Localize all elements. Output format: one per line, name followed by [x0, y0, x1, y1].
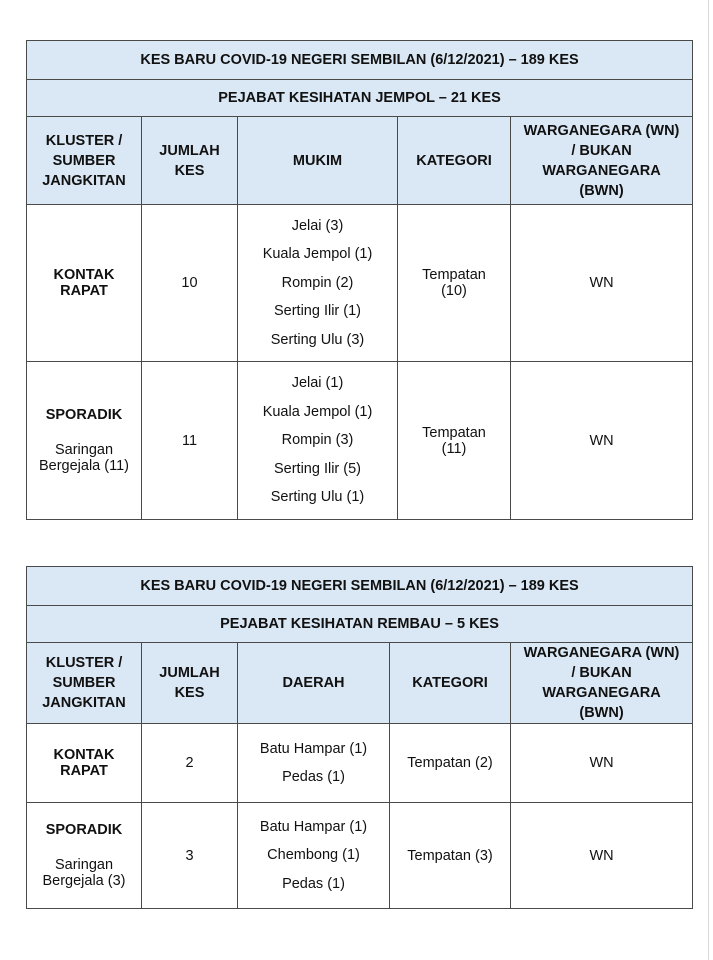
jempol-cases-table [26, 40, 693, 520]
table-subtitle: PEJABAT KESIHATAN JEMPOL – 21 KES [27, 80, 693, 117]
list-item: Batu Hampar (1) [259, 818, 368, 835]
jumlah-cell: 2 [142, 724, 238, 803]
mukim-cell [238, 362, 398, 520]
list-item: Serting Ilir (1) [273, 303, 362, 320]
daerah-cell [238, 803, 390, 909]
list-item: Serting Ilir (5) [273, 460, 362, 477]
list-item: Serting Ulu (3) [270, 331, 365, 348]
header-warganegara: WARGANEGARA (WN) / BUKAN WARGANEGARA (BWN) [511, 117, 693, 205]
table-subtitle: PEJABAT KESIHATAN REMBAU – 5 KES [27, 606, 693, 643]
kategori-cell: Tempatan (10) [398, 205, 511, 362]
jumlah-cell: 11 [142, 362, 238, 520]
table-row [27, 205, 693, 362]
list-item: Jelai (3) [291, 217, 344, 234]
header-kluster: KLUSTER / SUMBER JANGKITAN [27, 117, 142, 205]
wn-cell: WN [511, 724, 693, 803]
wn-cell: WN [511, 205, 693, 362]
page-edge-line [708, 0, 709, 960]
table-title: KES BARU COVID-19 NEGERI SEMBILAN (6/12/2021) – 189 KES [27, 567, 693, 606]
table-row [27, 724, 693, 803]
list-item: Rompin (3) [281, 432, 354, 449]
kluster-cell: SPORADIK Saringan Bergejala (11) [27, 362, 142, 520]
list-item: Serting Ulu (1) [270, 489, 365, 506]
table-title: KES BARU COVID-19 NEGERI SEMBILAN (6/12/2021) – 189 KES [27, 41, 693, 80]
list-item: Pedas (1) [282, 769, 345, 785]
kategori-cell: Tempatan (11) [398, 362, 511, 520]
daerah-cell [238, 724, 390, 803]
list-item: Kuala Jempol (1) [262, 403, 373, 420]
wn-cell: WN [511, 803, 693, 909]
header-daerah: DAERAH [238, 643, 390, 724]
list-item: Rompin (2) [281, 274, 354, 291]
list-item: Pedas (1) [282, 875, 345, 892]
header-jumlah-kes: JUMLAH KES [142, 643, 238, 724]
kluster-cell: KONTAK RAPAT [27, 205, 142, 362]
list-item: Kuala Jempol (1) [262, 246, 373, 263]
kluster-cell: KONTAK RAPAT [27, 724, 142, 803]
mukim-cell [238, 205, 398, 362]
header-kategori: KATEGORI [398, 117, 511, 205]
kluster-cell: SPORADIK Saringan Bergejala (3) [27, 803, 142, 909]
table-row [27, 803, 693, 909]
list-item: Chembong (1) [267, 847, 360, 864]
wn-cell: WN [511, 362, 693, 520]
list-item: Batu Hampar (1) [259, 740, 368, 757]
jumlah-cell: 10 [142, 205, 238, 362]
header-mukim: MUKIM [238, 117, 398, 205]
list-item: Jelai (1) [291, 375, 344, 392]
rembau-cases-table [26, 566, 693, 909]
header-warganegara: WARGANEGARA (WN) / BUKAN WARGANEGARA (BWN) [511, 643, 693, 724]
header-kategori: KATEGORI [390, 643, 511, 724]
jumlah-cell: 3 [142, 803, 238, 909]
table-row [27, 362, 693, 520]
kategori-cell: Tempatan (2) [390, 724, 511, 803]
header-jumlah-kes: JUMLAH KES [142, 117, 238, 205]
header-kluster: KLUSTER / SUMBER JANGKITAN [27, 643, 142, 724]
kategori-cell: Tempatan (3) [390, 803, 511, 909]
